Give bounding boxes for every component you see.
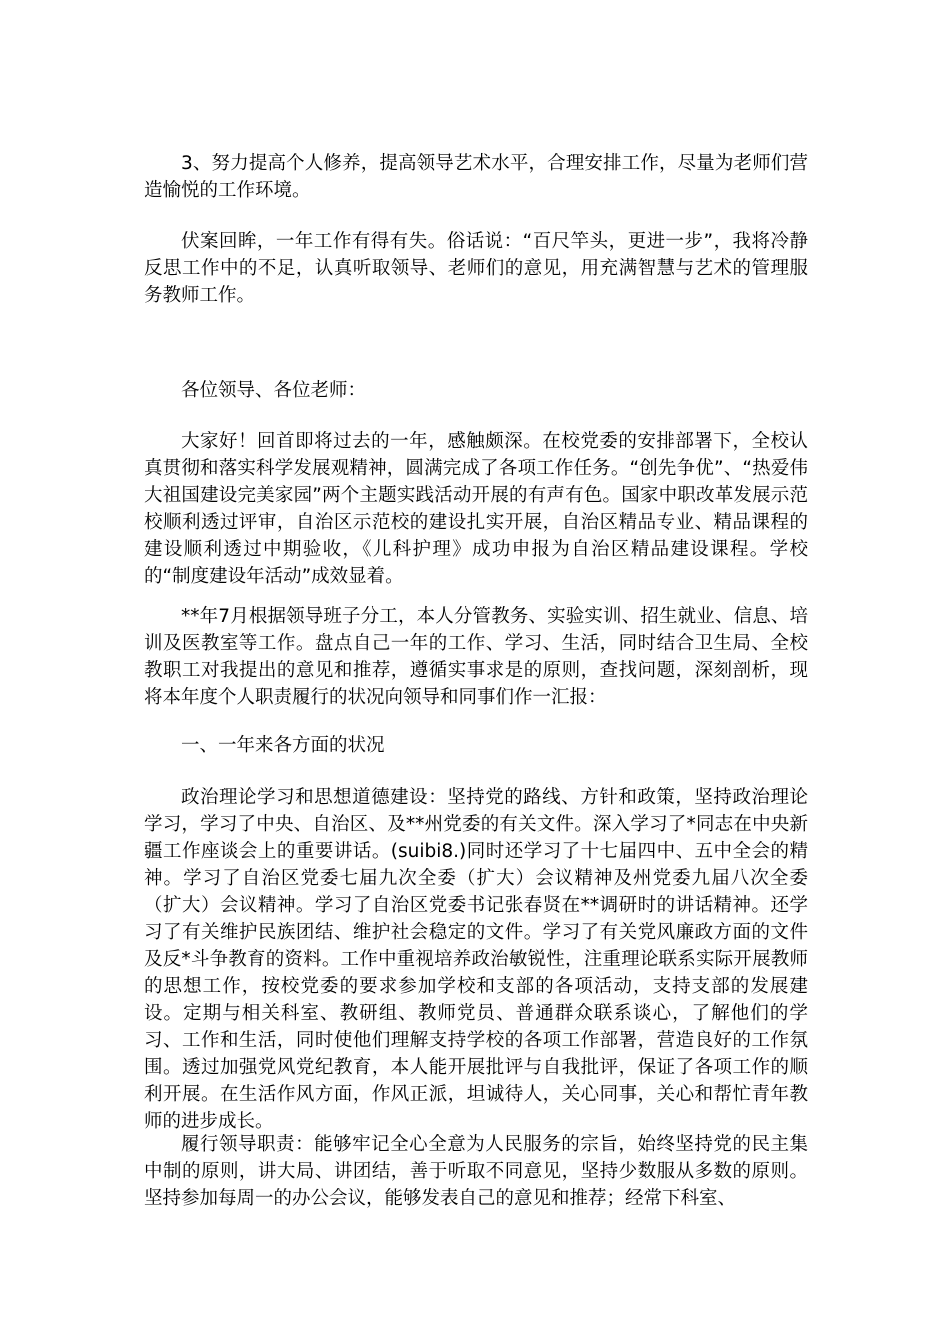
paragraph-political-study: 政治理论学习和思想道德建设：坚持党的路线、方针和政策，坚持政治理论学习，学习了中央、自治区、及**州党委的有关文件。深入学习了*同志在中央新疆工作座谈会上的重要讲话。(suibi8.)同时还学习了十七届四中、五中全会的精神。学习了自治区党委七届九次全委（扩大）会议精神及州党委九届八次全委（扩大）会议精神。学习了自治区党委书记张春贤在**调研时的讲话精神。还学习了有关维护民族团结、维护社会稳定的文件。学习了有关党风廉政方面的文件及反*斗争教育的资料。工作中重视培养政治敏锐性，注重理论联系实际开展教师的思想工作，按校党委的要求参加学校和支部的各项活动，支持支部的发展建设。定期与相关科室、教研组、教师党员、普通群众联系谈心，了解他们的学习、工作和生活，同时使他们理解支持学校的各项工作部署，营造良好的工作氛围。透过加强党风党纪教育，本人能开展批评与自我批评，保证了各项工作的顺利开展。在生活作风方面，作风正派，坦诚待人，关心同事，关心和帮忙青年教师的进步成长。 (144, 787, 808, 1132)
paragraph-leadership-duties: 履行领导职责：能够牢记全心全意为人民服务的宗旨，始终坚持党的民主集中制的原则，讲大局、讲团结，善于听取不同意见，坚持少数服从多数的原则。坚持参加每周一的办公会议，能够发表自己的意见和推荐；经常下科室、 (144, 1134, 808, 1209)
section-heading: 一、一年来各方面的状况 (181, 735, 385, 756)
paragraph-duties-intro: **年7月根据领导班子分工，本人分管教务、实验实训、招生就业、信息、培训及医教室等工作。盘点自己一年的工作、学习、生活，同时结合卫生局、全校教职工对我提出的意见和推荐，遵循实事求是的原则，查找问题，深刻剖析，现将本年度个人职责履行的状况向领导和同事们作一汇报： (144, 606, 808, 708)
paragraph-reflection: 伏案回眸，一年工作有得有失。俗话说：“百尺竿头，更进一步”，我将冷静反思工作中的不足，认真听取领导、老师们的意见，用充满智慧与艺术的管理服务教师工作。 (144, 231, 808, 306)
paragraph-salutation: 各位领导、各位老师： (181, 380, 367, 401)
paragraph-greeting-summary: 大家好！回首即将过去的一年，感触颇深。在校党委的安排部署下，全校认真贯彻和落实科学发展观精神，圆满完成了各项工作任务。“创先争优”、“热爱伟大祖国建设完美家园”两个主题实践活动开展的有声有色。国家中职改革发展示范校顺利透过评审，自治区示范校的建设扎实开展，自治区精品专业、精品课程的建设顺利透过中期验收，《儿科护理》成功申报为自治区精品建设课程。学校的“制度建设年活动”成效显着。 (144, 431, 808, 587)
paragraph-self-improvement: 3、努力提高个人修养，提高领导艺术水平，合理安排工作，尽量为老师们营造愉悦的工作环境。 (144, 153, 808, 201)
